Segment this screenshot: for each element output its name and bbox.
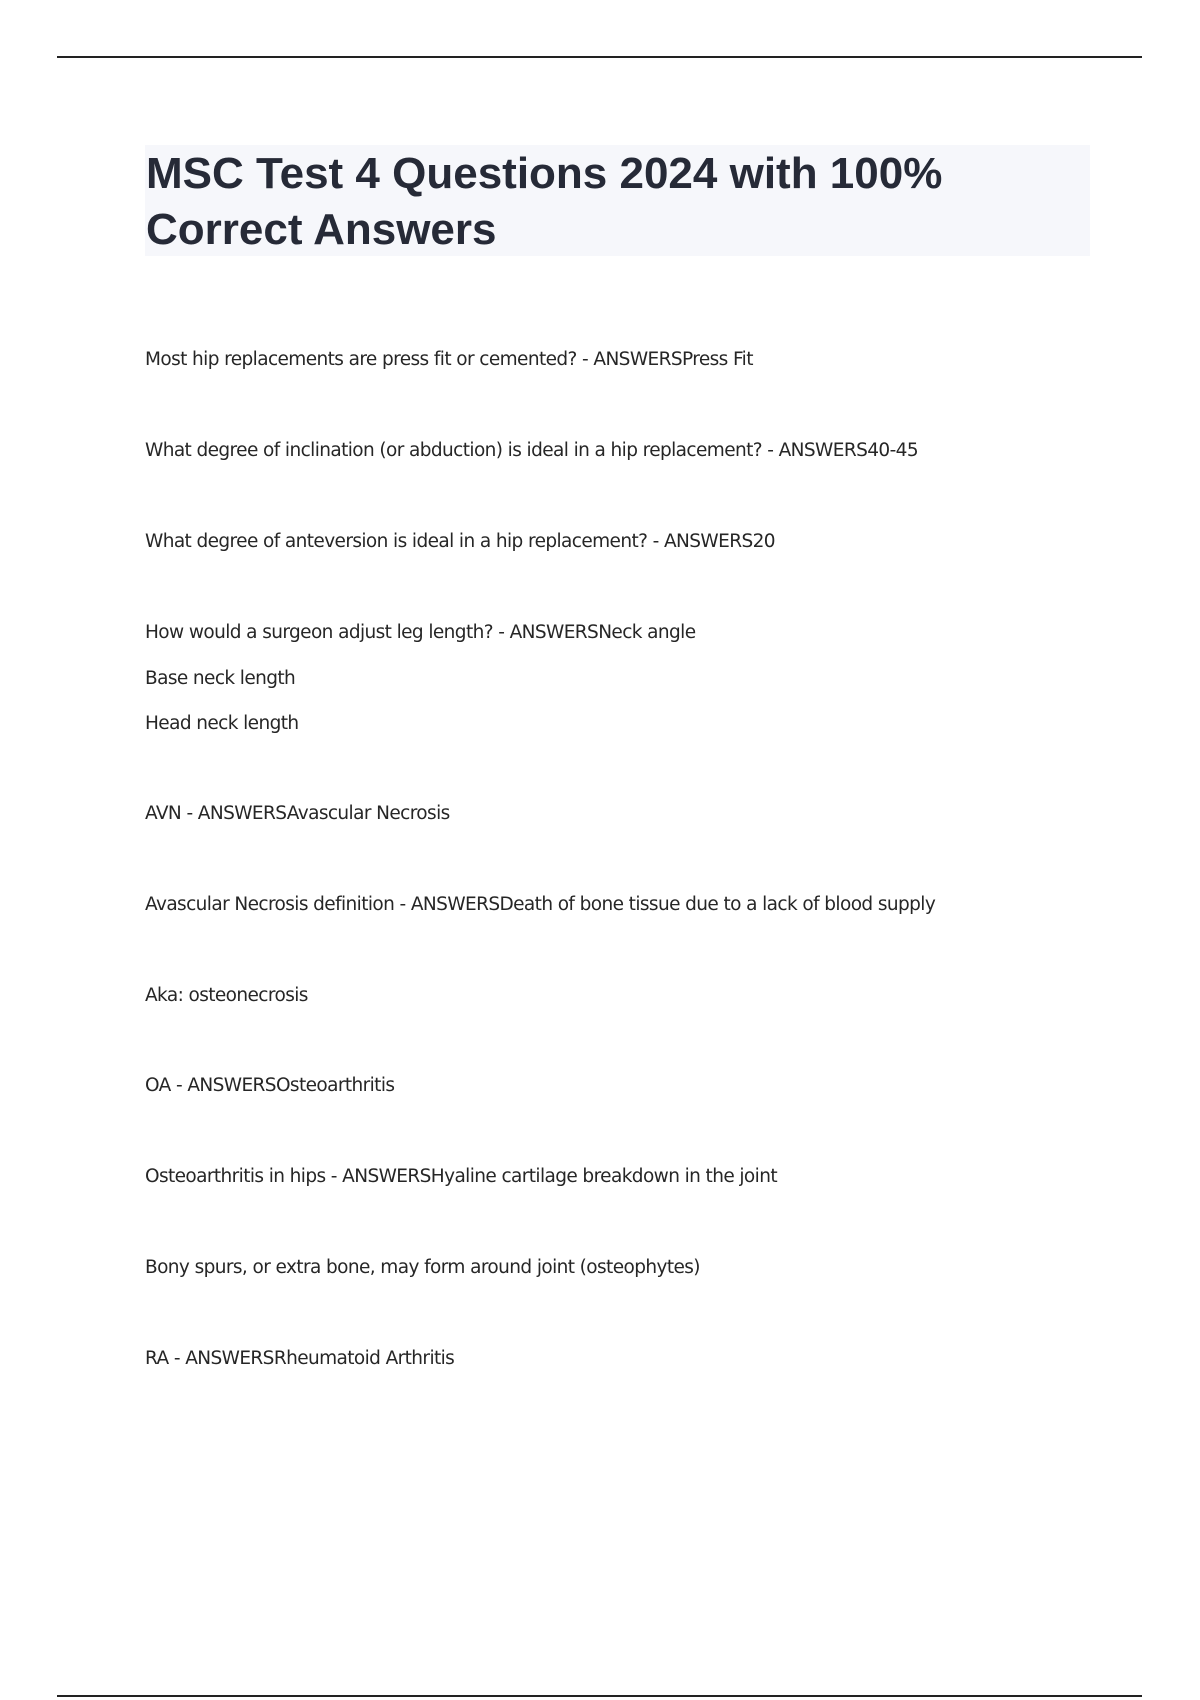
qa-line: Avascular Necrosis definition - ANSWERSDeath of bone tissue due to a lack of blood supply (145, 894, 936, 915)
qa-line: What degree of inclination (or abduction) is ideal in a hip replacement? - ANSWERS40-45 (145, 440, 918, 461)
header-rule (57, 56, 1142, 58)
document-title: MSC Test 4 Questions 2024 with 100% Correct Answers (146, 149, 943, 254)
qa-line: What degree of anteversion is ideal in a hip replacement? - ANSWERS20 (145, 531, 775, 552)
qa-line: RA - ANSWERSRheumatoid Arthritis (145, 1348, 455, 1369)
footer-rule (57, 1695, 1142, 1697)
qa-line: Most hip replacements are press fit or cemented? - ANSWERSPress Fit (145, 349, 753, 370)
qa-line: OA - ANSWERSOsteoarthritis (145, 1075, 395, 1096)
qa-line: Head neck length (145, 713, 299, 734)
qa-line: Osteoarthritis in hips - ANSWERSHyaline cartilage breakdown in the joint (145, 1166, 777, 1187)
qa-line: Bony spurs, or extra bone, may form around joint (osteophytes) (145, 1257, 700, 1278)
qa-line: AVN - ANSWERSAvascular Necrosis (145, 803, 450, 824)
qa-line: How would a surgeon adjust leg length? - ANSWERSNeck angle (145, 622, 696, 643)
qa-line: Base neck length (145, 668, 296, 689)
qa-line: Aka: osteonecrosis (145, 985, 308, 1006)
